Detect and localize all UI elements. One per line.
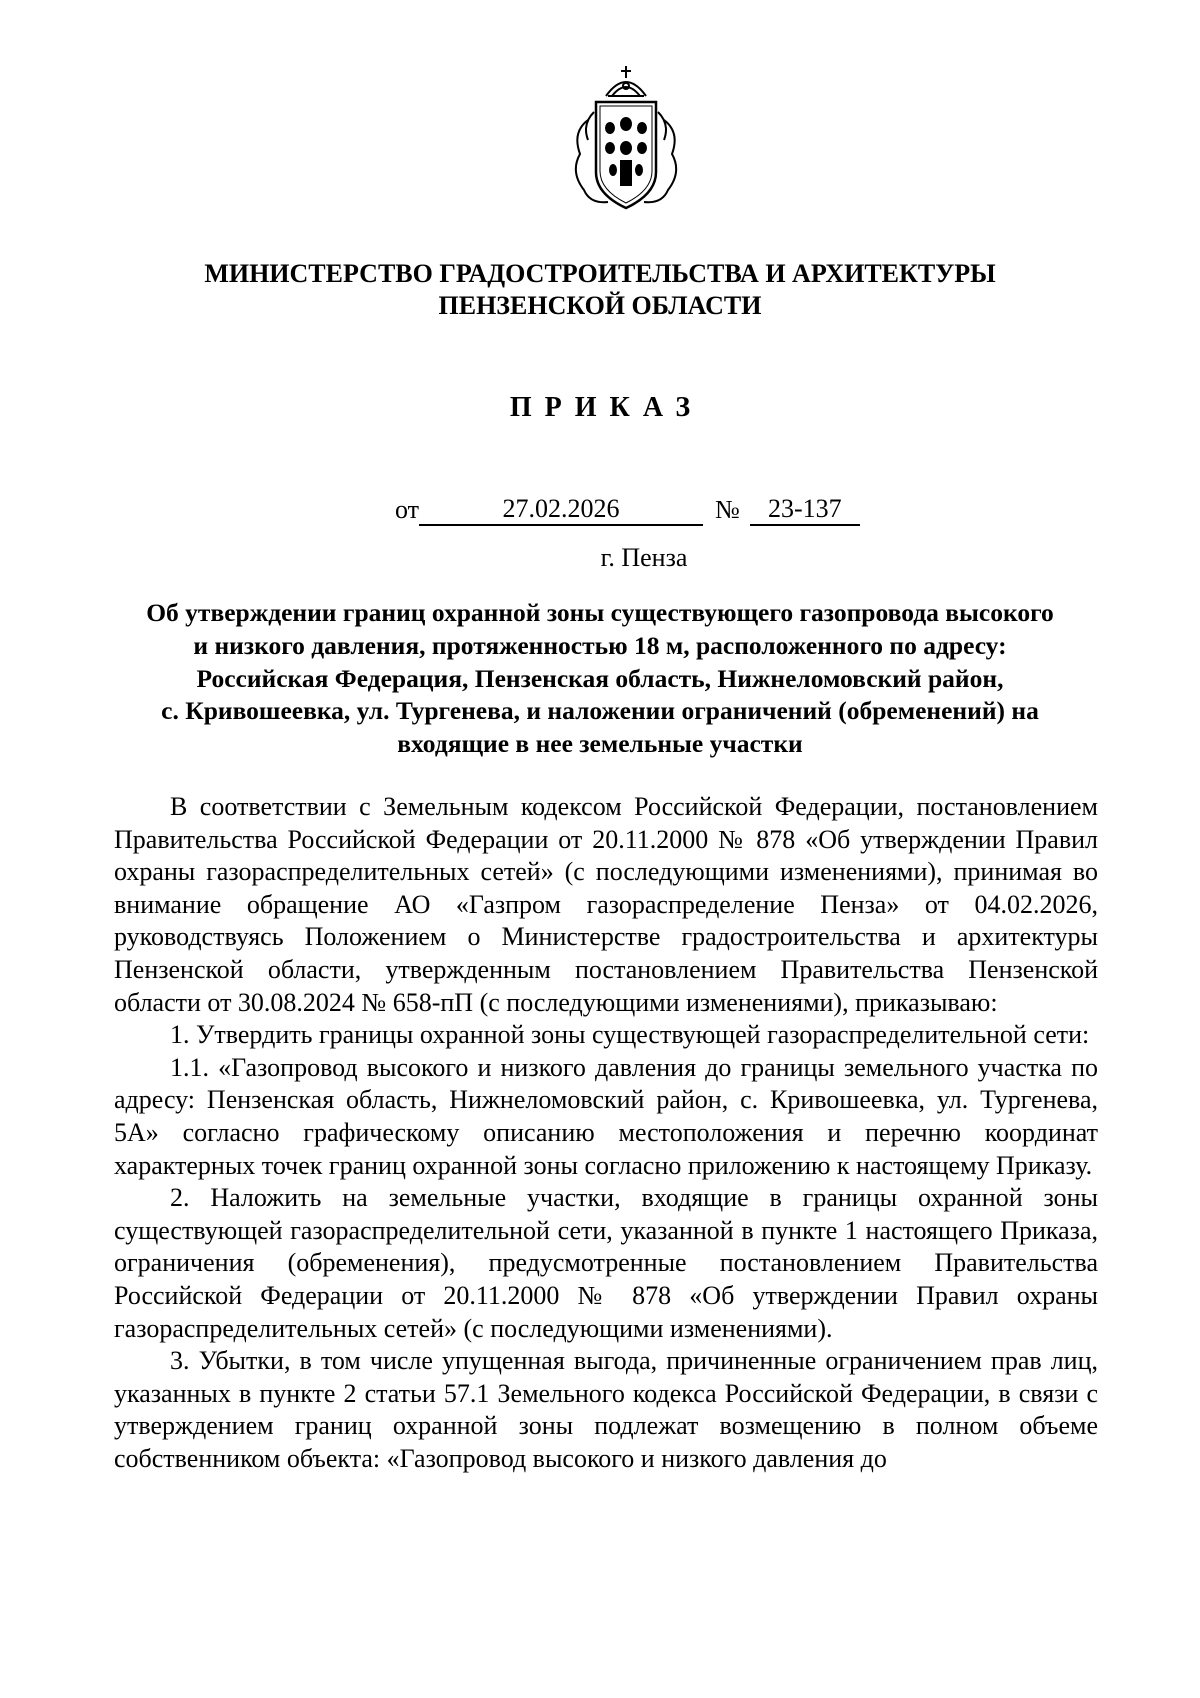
item-3-paragraph: 3. Убытки, в том числе упущенная выгода, причиненные ограничением прав лиц, указанных в пункте 2 статьи 57.1 Земельного кодекса Российской Федерации, в связи с утверждением границ охранной зоны подлежат возмещению в полном объеме собственником объекта: «Газопровод высокого и низкого давления до bbox=[114, 1346, 1098, 1473]
document-date: 27.02.2026 bbox=[419, 494, 703, 526]
city: г. Пенза bbox=[600, 543, 688, 572]
document-body bbox=[114, 791, 1098, 1475]
number-label: № bbox=[715, 495, 740, 524]
ministry-line-1: МИНИСТЕРСТВО ГРАДОСТРОИТЕЛЬСТВА И АРХИТЕКТУРЫ bbox=[204, 259, 996, 288]
item-1-1-paragraph: 1.1. «Газопровод высокого и низкого давления до границы земельного участка по адресу: Пензенская область, Нижнеломовский район, с. Кривошеевка, ул. Тургенева, 5А» согласно графическому описанию местоположения и перечню координат характерных точек границ охранной зоны согласно приложению к настоящему Приказу. bbox=[114, 1052, 1098, 1180]
document-subject bbox=[0, 597, 1200, 761]
document-number: 23-137 bbox=[750, 494, 860, 526]
ministry-line-2: ПЕНЗЕНСКОЙ ОБЛАСТИ bbox=[438, 291, 762, 320]
item-1-paragraph: 1. Утвердить границы охранной зоны существующей газораспределительной сети: bbox=[170, 1020, 1090, 1050]
subject-line: входящие в нее земельные участки bbox=[397, 729, 803, 759]
coat-of-arms-emblem bbox=[568, 62, 684, 214]
document-type-title: ПРИКАЗ bbox=[509, 392, 704, 423]
preamble-paragraph: В соответствии с Земельным кодексом Российской Федерации, постановлением Правительства Российской Федерации от 20.11.2000 № 878 «Об утверждении Правил охраны газораспределительных сетей» (с последующими изменениями), принимая во внимание обращение АО «Газпром газораспределение Пенза» от 04.02.2026, руководствуясь Положением о Министерстве градостроительства и архитектуры Пензенской области, утвержденным постановлением Правительства Пензенской области от 30.08.2024 № 658-пП (с последующими изменениями), приказываю: bbox=[114, 792, 1098, 1017]
date-label: от bbox=[395, 495, 420, 524]
date-number-row bbox=[395, 494, 860, 526]
subject-line: Об утверждении границ охранной зоны существующего газопровода высокого bbox=[146, 598, 1054, 627]
item-2-paragraph: 2. Наложить на земельные участки, входящие в границы охранной зоны существующей газораспределительной сети, указанной в пункте 1 настоящего Приказа, ограничения (обременения), предусмотренные постановлением Правительства Российской Федерации от 20.11.2000 № 878 «Об утверждении Правил охраны газораспределительных сетей» (с последующими изменениями). bbox=[114, 1183, 1098, 1343]
ministry-name bbox=[0, 258, 1200, 322]
subject-line: Российская Федерация, Пензенская область, Нижнеломовский район, bbox=[196, 663, 1004, 693]
subject-line: с. Кривошеевка, ул. Тургенева, и наложении ограничений (обременений) на bbox=[161, 696, 1039, 726]
subject-line: и низкого давления, протяженностью 18 м, расположенного по адресу: bbox=[193, 630, 1007, 660]
